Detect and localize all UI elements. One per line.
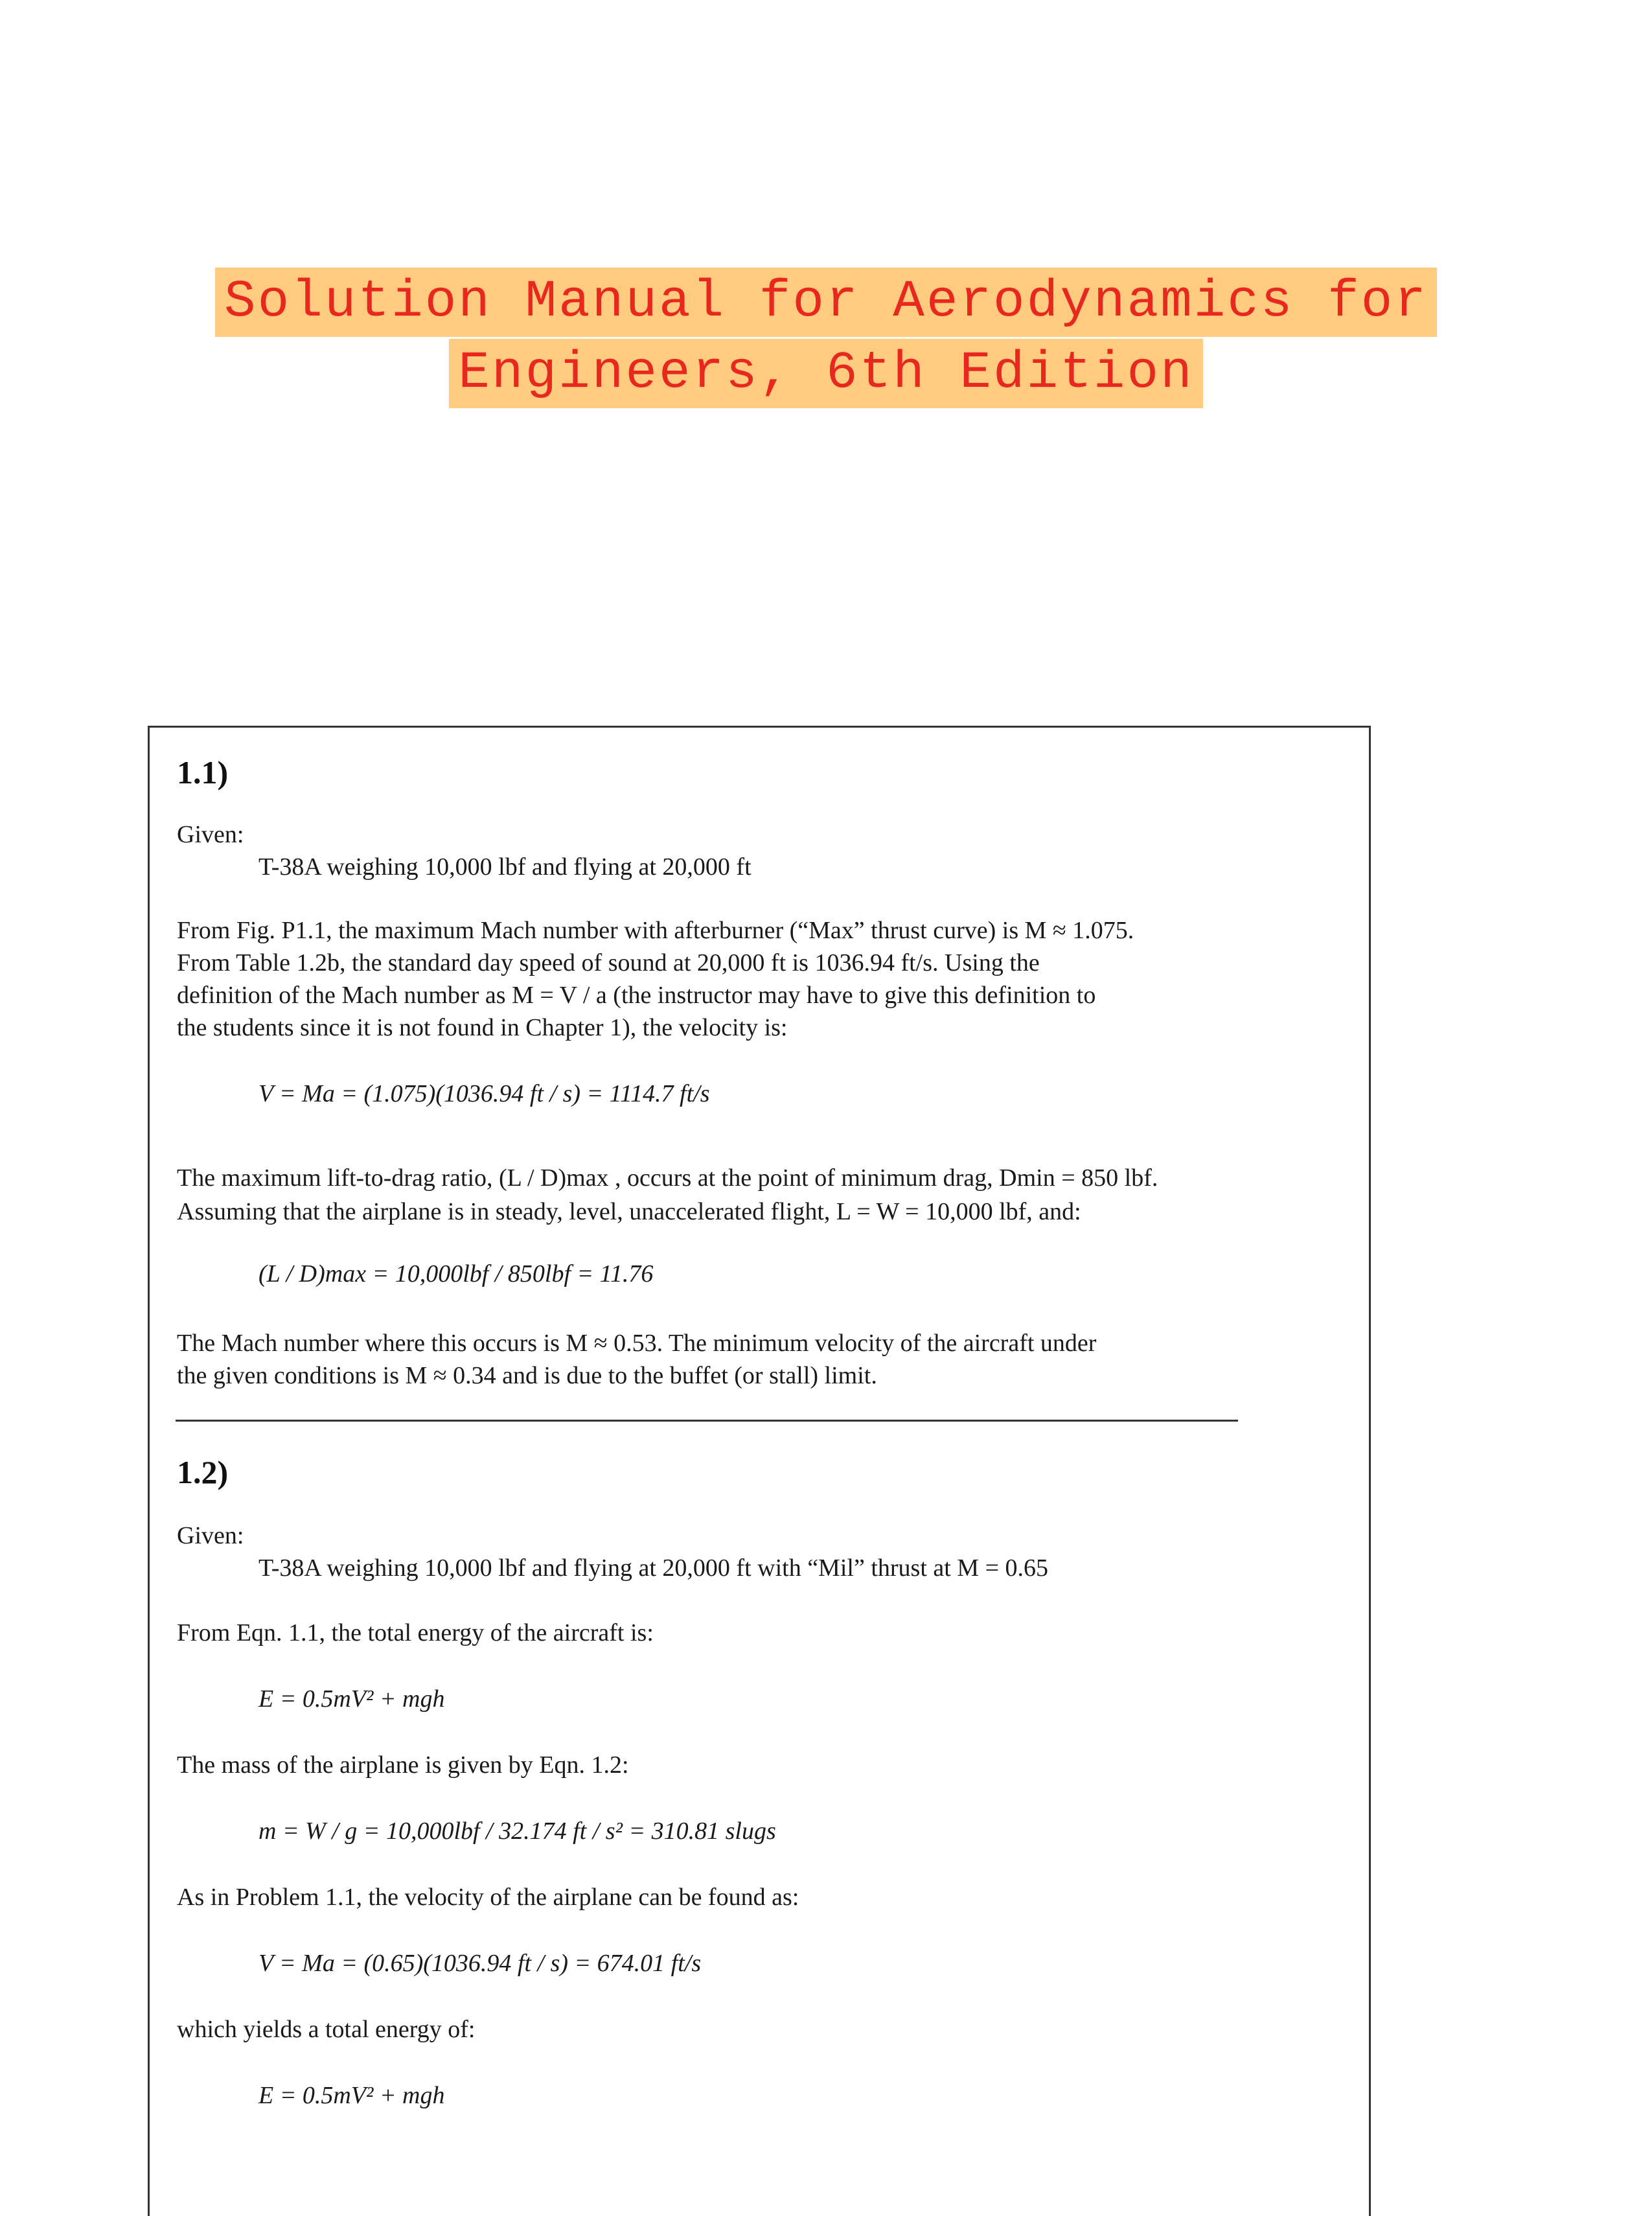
- given-text: T-38A weighing 10,000 lbf and flying at 20,000 ft: [258, 853, 751, 881]
- section-divider: [176, 1420, 1238, 1422]
- equation-lift-drag: (L / D)max = 10,000lbf / 850lbf = 11.76: [258, 1260, 654, 1287]
- equation-energy: E = 0.5mV² + mgh: [258, 1685, 445, 1713]
- paragraph-line: The maximum lift-to-drag ratio, (L / D)max , occurs at the point of minimum drag, Dmin = 850 lbf.: [177, 1164, 1158, 1192]
- title-line-1: Solution Manual for Aerodynamics for: [215, 268, 1437, 337]
- title-line-2: Engineers, 6th Edition: [449, 339, 1202, 408]
- problem-1-2-heading: 1.2): [177, 1454, 229, 1490]
- equation-velocity-2: V = Ma = (0.65)(1036.94 ft / s) = 674.01 ft/s: [258, 1950, 702, 1977]
- given-label: Given:: [177, 1522, 244, 1549]
- given-text: T-38A weighing 10,000 lbf and flying at 20,000 ft with “Mil” thrust at M = 0.65: [258, 1554, 1049, 1582]
- paragraph-line: the given conditions is M ≈ 0.34 and is due to the buffet (or stall) limit.: [177, 1362, 877, 1389]
- paragraph-line: As in Problem 1.1, the velocity of the airplane can be found as:: [177, 1884, 799, 1911]
- paragraph-line: From Eqn. 1.1, the total energy of the aircraft is:: [177, 1619, 654, 1646]
- paragraph-line: Assuming that the airplane is in steady, level, unaccelerated flight, L = W = 10,000 lbf, and:: [177, 1198, 1081, 1225]
- paragraph-line: the students since it is not found in Chapter 1), the velocity is:: [177, 1014, 788, 1041]
- paragraph-line: The Mach number where this occurs is M ≈ 0.53. The minimum velocity of the aircraft under: [177, 1330, 1097, 1357]
- equation-mass: m = W / g = 10,000lbf / 32.174 ft / s² = 310.81 slugs: [258, 1818, 776, 1845]
- paragraph-line: From Table 1.2b, the standard day speed of sound at 20,000 ft is 1036.94 ft/s. Using the: [177, 949, 1040, 976]
- paragraph-line: From Fig. P1.1, the maximum Mach number with afterburner (“Max” thrust curve) is M ≈ 1.075.: [177, 917, 1134, 944]
- problem-1-1-heading: 1.1): [177, 754, 229, 791]
- scanned-solution-page: [148, 726, 1371, 2216]
- equation-energy-2: E = 0.5mV² + mgh: [258, 2082, 445, 2109]
- equation-velocity: V = Ma = (1.075)(1036.94 ft / s) = 1114.7 ft/s: [258, 1080, 710, 1107]
- paragraph-line: The mass of the airplane is given by Eqn. 1.2:: [177, 1751, 629, 1779]
- given-label: Given:: [177, 821, 244, 848]
- paragraph-line: definition of the Mach number as M = V / a (the instructor may have to give this definition to: [177, 982, 1096, 1009]
- paragraph-line: which yields a total energy of:: [177, 2016, 476, 2043]
